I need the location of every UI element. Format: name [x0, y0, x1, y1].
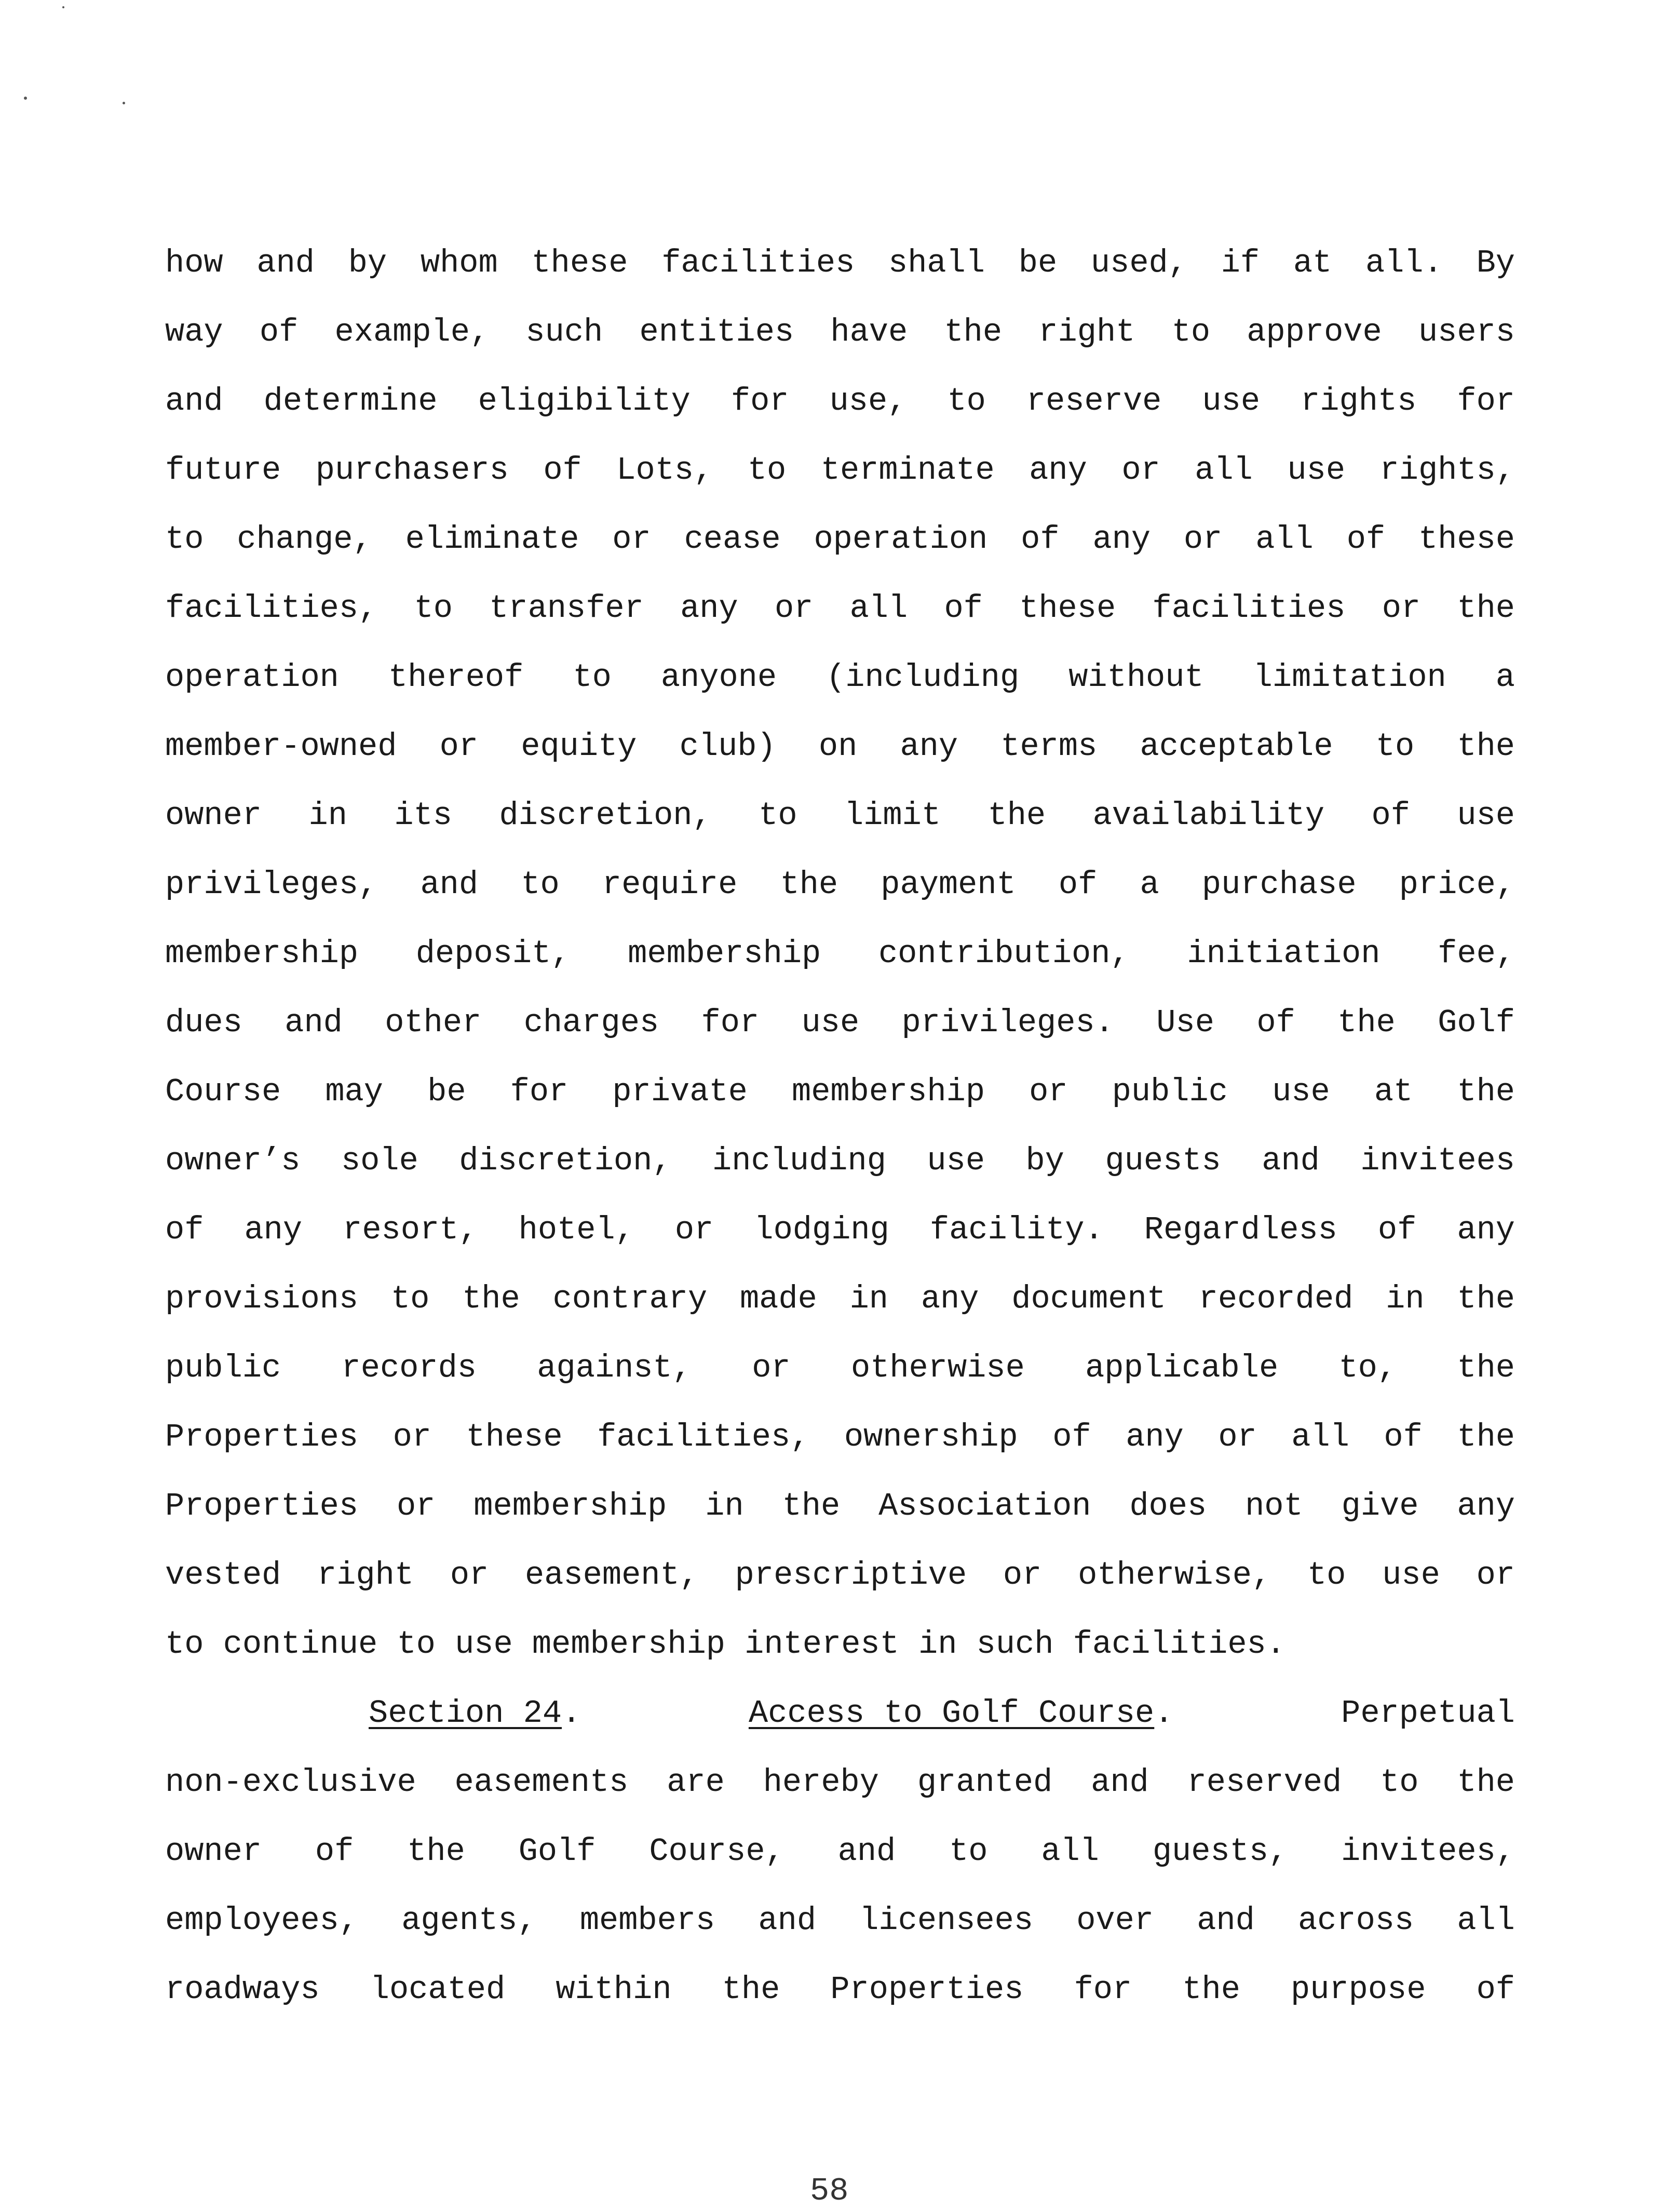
text-line: dues and other charges for use privileges. Use of the Golf: [165, 1004, 1515, 1041]
text-line: owner in its discretion, to limit the availability of use: [165, 797, 1515, 834]
text-line: public records against, or otherwise applicable to, the: [165, 1350, 1515, 1386]
text-line: to change, eliminate or cease operation of any or all of these: [165, 521, 1515, 558]
text-line: membership deposit, membership contribution, initiation fee,: [165, 935, 1515, 972]
scan-speck: [24, 97, 27, 100]
section-number-suffix: .: [562, 1695, 581, 1732]
text-line: how and by whom these facilities shall be used, if at all. By: [165, 245, 1515, 281]
text-line: privileges, and to require the payment of a purchase price,: [165, 866, 1515, 903]
text-line: facilities, to transfer any or all of these facilities or the: [165, 590, 1515, 627]
section-number: [369, 1679, 581, 1748]
text-line: Properties or membership in the Association does not give any: [165, 1488, 1515, 1525]
text-line: owner of the Golf Course, and to all guests, invitees,: [165, 1833, 1515, 1870]
text-line: Properties or these facilities, ownership of any or all of the: [165, 1419, 1515, 1455]
text-line: to continue to use membership interest in such facilities.: [165, 1626, 1285, 1663]
scan-speck: [62, 6, 64, 8]
section-title-suffix: .: [1154, 1695, 1174, 1732]
text-line: member-owned or equity club) on any terms acceptable to the: [165, 728, 1515, 765]
text-line: future purchasers of Lots, to terminate any or all use rights,: [165, 452, 1515, 489]
section-heading-line: [165, 1679, 1515, 1748]
scan-speck: [123, 102, 125, 104]
text-line: of any resort, hotel, or lodging facility. Regardless of any: [165, 1211, 1515, 1248]
text-line: Course may be for private membership or public use at the: [165, 1073, 1515, 1110]
text-line: way of example, such entities have the right to approve users: [165, 314, 1515, 350]
text-line: provisions to the contrary made in any document recorded in the: [165, 1280, 1515, 1317]
text-line: operation thereof to anyone (including without limitation a: [165, 659, 1515, 696]
section-first-word: Perpetual: [1341, 1695, 1515, 1732]
text-line: owner’s sole discretion, including use by guests and invitees: [165, 1142, 1515, 1179]
text-line: and determine eligibility for use, to reserve use rights for: [165, 383, 1515, 420]
text-line: employees, agents, members and licensees over and across all: [165, 1902, 1515, 1939]
section-title-label: Access to Golf Course: [748, 1695, 1155, 1732]
text-line: vested right or easement, prescriptive or otherwise, to use or: [165, 1557, 1515, 1594]
text-line: non-exclusive easements are hereby granted and reserved to the: [165, 1764, 1515, 1801]
section-title: [749, 1679, 1174, 1748]
section-number-label: Section 24: [369, 1695, 562, 1732]
text-line: roadways located within the Properties for the purpose of: [165, 1971, 1515, 2008]
page-number: 58: [810, 2173, 849, 2209]
body-text: [165, 228, 1515, 2024]
